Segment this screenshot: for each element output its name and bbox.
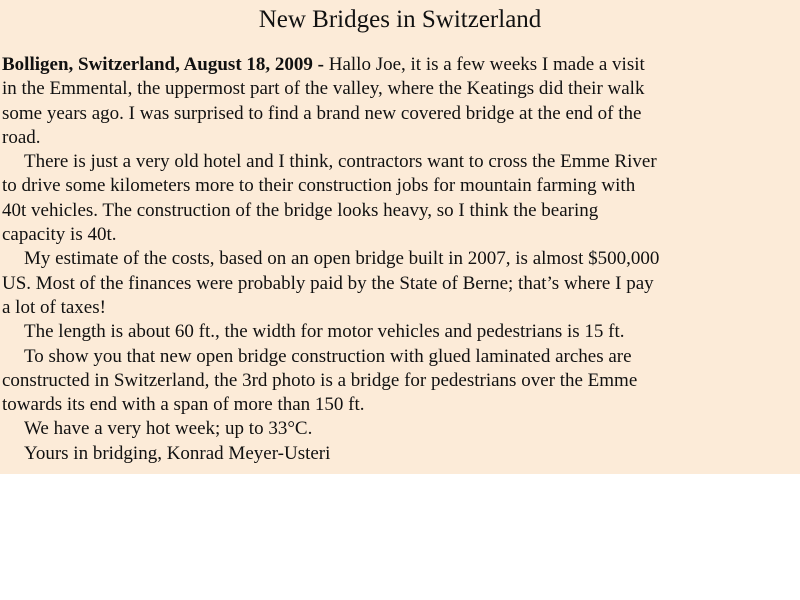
letter-body	[2, 53, 798, 466]
body-line: road.	[2, 126, 41, 148]
body-line	[2, 53, 798, 77]
body-line: 40t vehicles. The construction of the bridge looks heavy, so I think the bearing	[2, 199, 599, 221]
dateline: Bolligen, Switzerland, August 18, 2009 -	[2, 54, 324, 75]
signature-line: Yours in bridging, Konrad Meyer-Usteri	[24, 442, 331, 464]
paragraph-start: There is just a very old hotel and I think, contractors want to cross the Emme River	[24, 151, 657, 173]
body-line: a lot of taxes!	[2, 296, 106, 318]
page-title: New Bridges in Switzerland	[258, 6, 542, 33]
body-line: to drive some kilometers more to their construction jobs for mountain farming with	[2, 175, 636, 197]
paragraph-start: My estimate of the costs, based on an open bridge built in 2007, is almost $500,000	[24, 248, 660, 270]
body-line: constructed in Switzerland, the 3rd photo is a bridge for pedestrians over the Emme	[2, 369, 638, 391]
body-line: US. Most of the finances were probably paid by the State of Berne; that’s where I pay	[2, 272, 654, 294]
paragraph-start: The length is about 60 ft., the width for motor vehicles and pedestrians is 15 ft.	[24, 321, 625, 343]
body-line: in the Emmental, the uppermost part of the valley, where the Keatings did their walk	[2, 78, 645, 100]
paragraph-start: To show you that new open bridge construction with glued laminated arches are	[24, 345, 632, 367]
greeting-text: Hallo Joe, it is a few weeks I made a visit	[323, 54, 645, 75]
body-line: some years ago. I was surprised to find a brand new covered bridge at the end of the	[2, 102, 642, 124]
body-line: capacity is 40t.	[2, 224, 117, 246]
body-line: towards its end with a span of more than 150 ft.	[2, 394, 365, 416]
paragraph-start: We have a very hot week; up to 33°C.	[24, 418, 313, 440]
